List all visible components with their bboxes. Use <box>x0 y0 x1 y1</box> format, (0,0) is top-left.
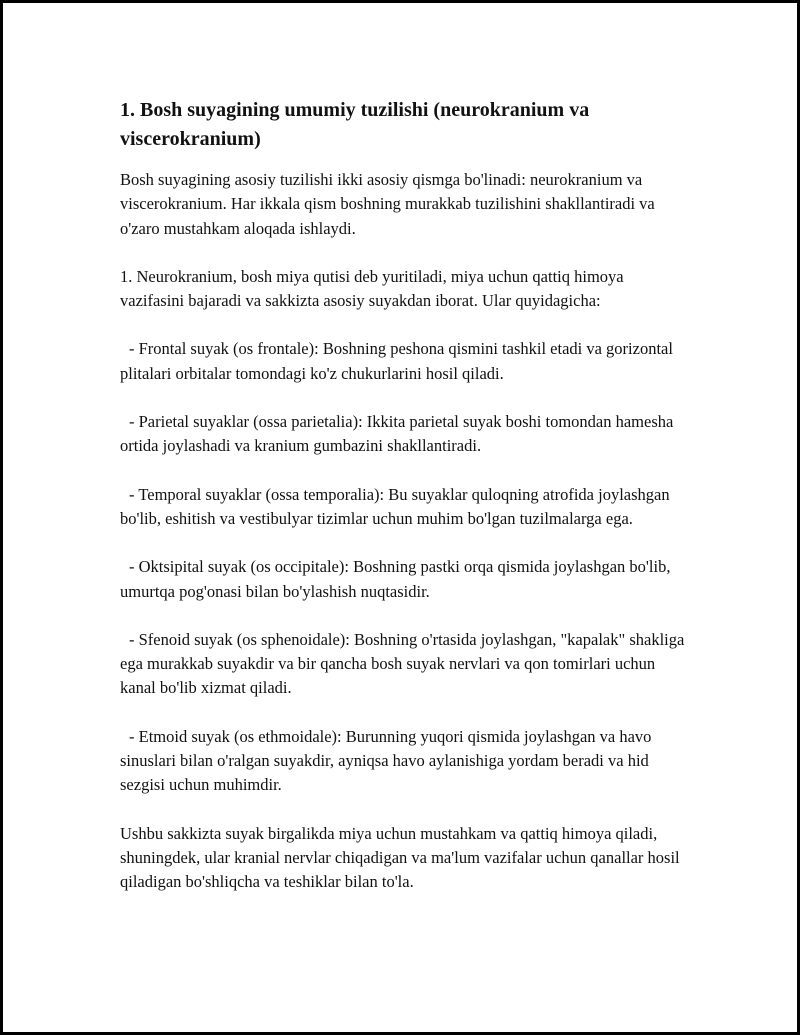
neurokranium-paragraph: 1. Neurokranium, bosh miya qutisi deb yuritiladi, miya uchun qattiq himoya vazifasini bajaradi va sakkizta asosiy suyakdan iborat. Ular quyidagicha: <box>120 266 628 311</box>
section-heading: 1. Bosh suyagining umumiy tuzilishi (neurokranium va viscerokranium) <box>120 99 590 150</box>
parietal-bones-item: - Parietal suyaklar (ossa parietalia): Ikkita parietal suyak boshi tomondan hamesha ortida joylashadi va kranium gumbazini shakllantiradi. <box>120 412 678 456</box>
ethmoid-bone-item: - Etmoid suyak (os ethmoidale): Burunning yuqori qismida joylashgan va havo sinuslari bilan o'ralgan suyakdir, ayniqsa havo aylanishiga yordam beradi va hid sezgisi uchun muhimdir. <box>120 726 656 795</box>
frontal-bone-item: - Frontal suyak (os frontale): Boshning peshona qismini tashkil etadi va gorizontal plitalari orbitalar tomondagi ko'z chukurlarini hosil qiladi. <box>120 339 678 383</box>
document-body <box>120 96 690 919</box>
intro-paragraph: Bosh suyagining asosiy tuzilishi ikki asosiy qismga bo'linadi: neurokranium va viscerokranium. Har ikkala qism boshning murakkab tuzilishini shakllantiradi va o'zaro mustahkam aloqada ishlaydi. <box>120 170 659 238</box>
occipital-bone-item: - Oktsipital suyak (os occipitale): Boshning pastki orqa qismida joylashgan bo'lib, umurtqa pog'onasi bilan bo'ylashish nuqtasidir. <box>120 557 675 601</box>
sphenoid-bone-item: - Sfenoid suyak (os sphenoidale): Boshning o'rtasida joylashgan, "kapalak" shakliga ega murakkab suyakdir va bir qancha bosh suyak nervlari va qon tomirlari uchun kanal bo'lib xizmat qiladi. <box>120 629 689 698</box>
conclusion-paragraph: Ushbu sakkizta suyak birgalikda miya uchun mustahkam va qattiq himoya qiladi, shuningdek, ular kranial nervlar chiqadigan va ma'lum vazifalar uchun qanallar hosil qiladigan bo'shliqcha va teshiklar bilan to'la. <box>120 823 684 892</box>
temporal-bones-item: - Temporal suyaklar (ossa temporalia): Bu suyaklar quloqning atrofida joylashgan bo'lib, eshitish va vestibulyar tizimlar uchun muhim bo'lgan tuzilmalarga ega. <box>120 484 674 528</box>
